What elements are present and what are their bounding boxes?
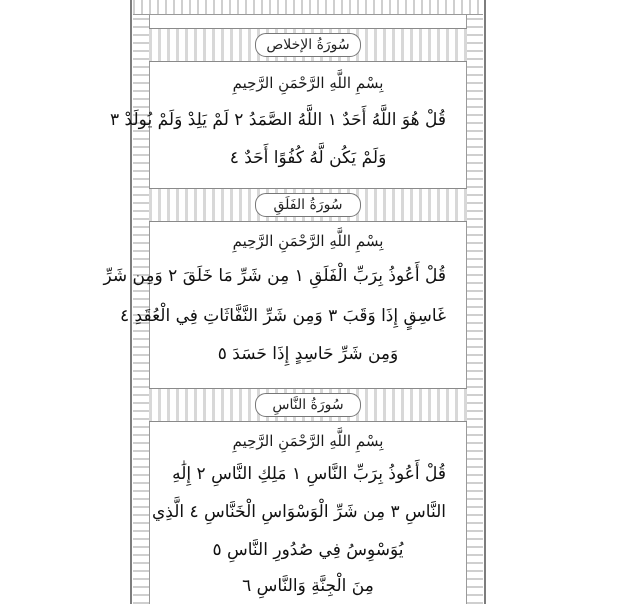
surah-title-cartouche: [255, 193, 361, 217]
verse-line: قُلْ أَعُوذُ بِرَبِّ النَّاسِ ١ مَلِكِ النَّاسِ ٢ إِلَٰهِ: [172, 464, 446, 484]
surah-title-cartouche: [255, 33, 361, 57]
basmala: بِسْمِ اللَّهِ الرَّحْمَنِ الرَّحِيمِ: [232, 432, 384, 450]
surah-title: سُورَةُ الفَلَقِ: [273, 197, 343, 213]
verse-line: قُلْ هُوَ اللَّهُ أَحَدٌ ١ اللَّهُ الصَّمَدُ ٢ لَمْ يَلِدْ وَلَمْ يُولَدْ ٣: [110, 110, 446, 130]
verse-line: يُوَسْوِسُ فِي صُدُورِ النَّاسِ ٥: [212, 540, 404, 560]
basmala: بِسْمِ اللَّهِ الرَّحْمَنِ الرَّحِيمِ: [232, 232, 384, 250]
surah-title-band: [149, 388, 467, 422]
verse-line: وَمِن شَرِّ حَاسِدٍ إِذَا حَسَدَ ٥: [217, 344, 399, 364]
surah-title-cartouche: [255, 393, 361, 417]
mushaf-page: [103, 0, 486, 604]
verse-line: النَّاسِ ٣ مِن شَرِّ الْوَسْوَاسِ الْخَنَّاسِ ٤ الَّذِي: [151, 502, 446, 522]
verse-line: مِنَ الْجِنَّةِ وَالنَّاسِ ٦: [242, 576, 374, 596]
basmala: بِسْمِ اللَّهِ الرَّحْمَنِ الرَّحِيمِ: [232, 74, 384, 92]
surah-title: سُورَةُ النَّاسِ: [272, 397, 344, 413]
surah-title-band: [149, 188, 467, 222]
verse-line: وَلَمْ يَكُن لَّهُ كُفُوًا أَحَدٌ ٤: [229, 148, 387, 168]
surah-title: سُورَةُ الإخلاص: [266, 37, 350, 53]
verse-line: غَاسِقٍ إِذَا وَقَبَ ٣ وَمِن شَرِّ النَّفَّاثَاتِ فِي الْعُقَدِ ٤: [120, 306, 446, 326]
verse-line: قُلْ أَعُوذُ بِرَبِّ الْفَلَقِ ١ مِن شَرِّ مَا خَلَقَ ٢ وَمِن شَرِّ: [103, 266, 446, 286]
top-ornament: [133, 0, 483, 15]
surah-title-band: [149, 28, 467, 62]
